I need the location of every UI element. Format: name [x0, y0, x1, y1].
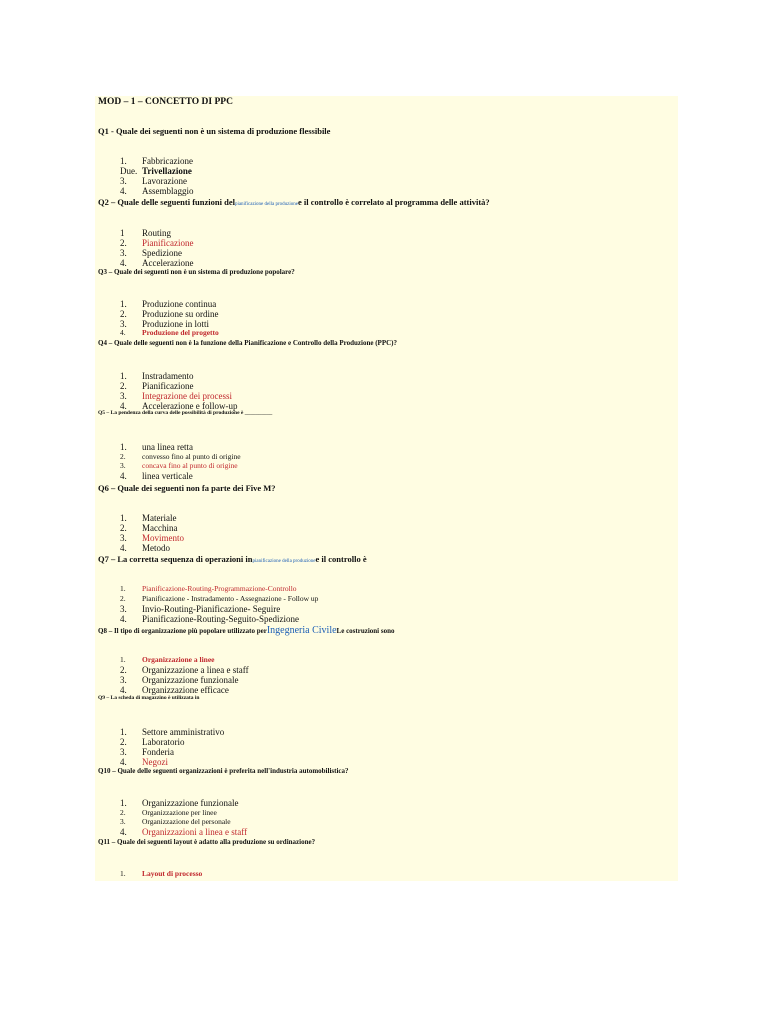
answer-option — [120, 544, 170, 553]
answer-option — [120, 187, 194, 196]
question-text: Q7 – La corretta sequenza di operazioni in — [98, 554, 253, 564]
option-text: Settore amministrativo — [142, 727, 225, 737]
option-text: Pianificazione-Routing-Seguito-Spedizione — [142, 614, 299, 624]
question-text: Q4 – Quale delle seguenti non è la funzione della Pianificazione e Controllo della Produzione (PPC)? — [98, 339, 397, 347]
option-text: Materiale — [142, 513, 177, 523]
option-number: 1. — [120, 513, 127, 523]
answer-option — [120, 177, 187, 186]
answer-option — [120, 666, 249, 675]
option-text: una linea retta — [142, 442, 193, 452]
option-number: 3. — [120, 747, 127, 757]
option-number: 2. — [120, 665, 127, 675]
correct-answer-text: concava fino al punto di origine — [142, 461, 238, 470]
question-text: Q6 – Quale dei seguenti non fa parte dei Five M? — [98, 483, 276, 493]
option-number: 3. — [120, 461, 126, 470]
option-text: Metodo — [142, 543, 170, 553]
question-link-text: pianificazione della produzione — [234, 202, 298, 207]
answer-option — [120, 392, 232, 401]
question-text: Q11 – Quale dei seguenti layout è adatto alla produzione su ordinazione? — [98, 838, 316, 846]
option-text: Invio-Routing-Pianificazione- Seguire — [142, 604, 281, 614]
answer-option — [120, 748, 174, 757]
correct-answer-text: Layout di processo — [142, 869, 203, 878]
answer-option — [120, 300, 216, 309]
answer-option — [120, 758, 168, 767]
answer-option — [120, 157, 193, 166]
option-number: 2. — [120, 523, 127, 533]
option-number: 2. — [120, 594, 126, 603]
question-text: Q9 – La scheda di magazzino è utilizzata in — [98, 695, 200, 701]
option-text: linea verticale — [142, 471, 193, 481]
answer-option — [120, 686, 229, 695]
answer-option — [120, 615, 299, 624]
question-link-text: Ingegneria Civile — [266, 625, 337, 636]
question-text: Q10 – Quale delle seguenti organizzazioni è preferita nell'industria automobilistica? — [98, 767, 349, 775]
answer-option — [120, 799, 239, 808]
option-text: Instradamento — [142, 371, 194, 381]
answer-option — [120, 524, 177, 533]
question-text: Q3 – Quale dei seguenti non è un sistema di produzione popolare? — [98, 268, 295, 276]
option-text: Routing — [142, 228, 172, 238]
question-link-text: pianificazione della produzione — [252, 559, 316, 564]
option-number: 1 — [120, 228, 125, 238]
option-number: 2. — [120, 238, 127, 248]
option-text: Produzione continua — [142, 299, 217, 309]
answer-option — [120, 259, 193, 268]
option-number: 1. — [120, 299, 127, 309]
question-text: e il controllo è — [315, 554, 367, 564]
document-title: MOD – 1 – CONCETTO DI PPC — [98, 97, 233, 107]
option-number: 3. — [120, 319, 127, 329]
option-number: 4. — [120, 543, 127, 553]
option-number: 4. — [120, 471, 127, 481]
answer-option — [120, 443, 193, 452]
option-text: Trivellazione — [142, 166, 192, 176]
option-text: convesso fino al punto di origine — [142, 452, 241, 461]
question-text: e il controllo è correlato al programma delle attività? — [297, 197, 490, 207]
answer-option — [120, 828, 247, 837]
option-text: Organizzazione del personale — [142, 817, 231, 826]
correct-answer-text: Negozi — [142, 757, 168, 767]
answer-option — [120, 382, 193, 391]
answer-option — [120, 605, 280, 614]
answer-option — [120, 676, 239, 685]
option-text: Produzione su ordine — [142, 309, 219, 319]
correct-answer-text: Movimento — [142, 533, 184, 543]
correct-answer-text: Integrazione dei processi — [142, 391, 232, 401]
answer-option — [120, 534, 184, 543]
answer-option — [120, 229, 171, 238]
option-number: 4. — [120, 757, 127, 767]
option-text: Fabbricazione — [142, 156, 193, 166]
question-text: Q5 – La pendenza della curva delle possibilità di produzione è __________ — [98, 410, 273, 416]
option-number: 1. — [120, 156, 127, 166]
answer-option — [120, 870, 202, 878]
option-text: Organizzazione per linee — [142, 808, 217, 817]
option-number: 1. — [120, 371, 127, 381]
correct-answer-text: Pianificazione — [142, 238, 194, 248]
option-number: 1. — [120, 584, 126, 593]
option-number: 2. — [120, 309, 127, 319]
option-text: Organizzazione efficace — [142, 685, 229, 695]
question-9 — [98, 696, 199, 702]
correct-answer-text: Produzione del progetto — [142, 328, 219, 337]
question-5 — [98, 411, 272, 417]
question-3 — [98, 269, 295, 276]
answer-option — [120, 738, 184, 747]
option-text: Organizzazione funzionale — [142, 798, 239, 808]
answer-option — [120, 167, 192, 176]
option-number: 3. — [120, 248, 127, 258]
answer-option — [120, 656, 214, 664]
option-text: Pianificazione - Instradamento - Assegnazione - Follow up — [142, 594, 319, 603]
question-1 — [98, 127, 330, 136]
option-number: 3. — [120, 533, 127, 543]
option-text: Lavorazione — [142, 176, 187, 186]
option-number: 3. — [120, 817, 126, 826]
option-text: Laboratorio — [142, 737, 185, 747]
answer-option — [120, 595, 318, 603]
option-number: 1. — [120, 869, 126, 878]
question-text: Q8 – Il tipo di organizzazione più popolare utilizzato per — [98, 627, 267, 635]
option-number: 4. — [120, 614, 127, 624]
option-number: 4. — [120, 258, 127, 268]
option-text: Fonderia — [142, 747, 174, 757]
option-text: Spedizione — [142, 248, 182, 258]
answer-option — [120, 372, 193, 381]
option-number: 1. — [120, 442, 127, 452]
option-number: 4. — [120, 401, 127, 411]
option-number: 2. — [120, 381, 127, 391]
question-11 — [98, 839, 315, 846]
option-number: 2. — [120, 452, 126, 461]
option-text: Organizzazione a linea e staff — [142, 665, 249, 675]
option-number: 1. — [120, 655, 126, 664]
option-number: 3. — [120, 391, 127, 401]
question-text: Le costruzioni sono — [336, 627, 395, 635]
option-number: 3. — [120, 604, 127, 614]
option-number: 2. — [120, 737, 127, 747]
question-6 — [98, 484, 276, 493]
option-number: 1. — [120, 798, 127, 808]
option-text: Assemblaggio — [142, 186, 194, 196]
option-number: 4. — [120, 827, 127, 837]
option-number: 3. — [120, 176, 127, 186]
option-text: Pianificazione — [142, 381, 194, 391]
option-number: 1. — [120, 727, 127, 737]
answer-option — [120, 249, 182, 258]
option-number: 4. — [120, 328, 126, 337]
answer-option — [120, 310, 219, 319]
answer-option — [120, 809, 217, 817]
option-text: Accelerazione — [142, 258, 194, 268]
answer-option — [120, 585, 297, 593]
correct-answer-text: Pianificazione-Routing-Programmazione-Controllo — [142, 584, 297, 593]
answer-option — [120, 514, 176, 523]
question-7 — [98, 555, 367, 564]
question-text: Q1 - Quale dei seguenti non è un sistema di produzione flessibile — [98, 126, 331, 136]
option-text: Organizzazione funzionale — [142, 675, 239, 685]
option-text: Produzione in lotti — [142, 319, 209, 329]
correct-answer-text: Organizzazione a linee — [142, 655, 215, 664]
answer-option — [120, 472, 193, 481]
option-number: 3. — [120, 675, 127, 685]
option-text: Accelerazione e follow-up — [142, 401, 238, 411]
answer-option — [120, 728, 224, 737]
question-10 — [98, 768, 349, 775]
question-8 — [98, 626, 395, 636]
correct-answer-text: Organizzazioni a linea e staff — [142, 827, 248, 837]
answer-option — [120, 462, 238, 470]
answer-option — [120, 239, 193, 248]
question-text: Q2 – Quale delle seguenti funzioni del — [98, 197, 235, 207]
answer-option — [120, 818, 231, 826]
option-number: Due. — [120, 166, 138, 176]
option-number: 4. — [120, 186, 127, 196]
answer-option — [120, 329, 219, 337]
option-text: Macchina — [142, 523, 178, 533]
question-2 — [98, 198, 490, 207]
option-number: 2. — [120, 808, 126, 817]
answer-option — [120, 453, 241, 461]
option-number: 4. — [120, 685, 127, 695]
question-4 — [98, 340, 397, 347]
